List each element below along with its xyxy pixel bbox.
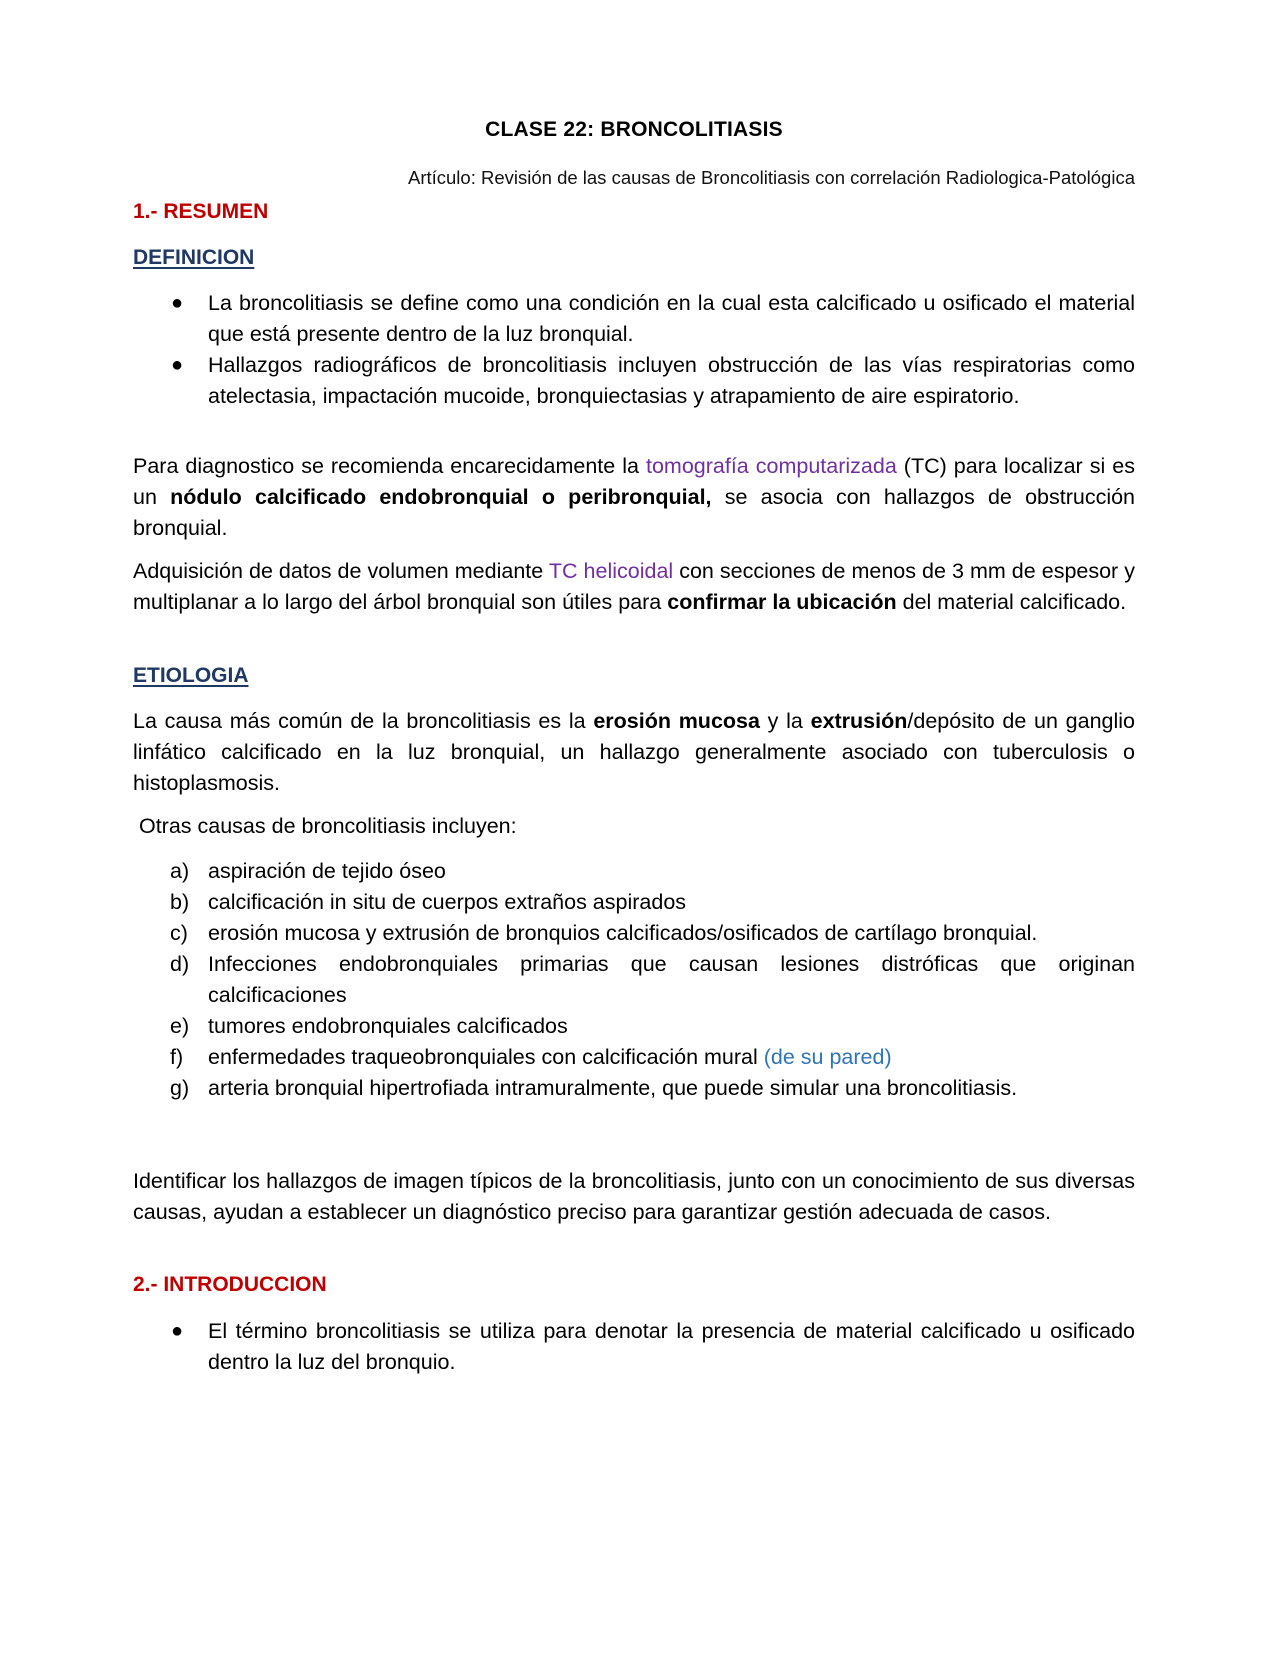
bullet-icon: ● [171,292,184,314]
text-run: Para diagnostico se recomienda encarecidamente la [133,454,646,478]
bold-text: nódulo calcificado endobronquial o peribronquial, [170,485,712,509]
term-tomografia: tomografía computarizada [645,454,897,478]
list-item-text: Infecciones endobronquiales primarias que causan lesiones distróficas que originan calcificaciones [208,952,1135,1007]
list-item-text: calcificación in situ de cuerpos extraños aspirados [208,890,687,914]
definicion-bullet-list [133,288,1135,412]
term-tc-helicoidal: TC helicoidal [548,559,674,583]
list-item [133,856,1135,887]
bullet-icon: ● [171,1320,184,1342]
list-marker: a) [170,859,190,883]
list-marker: b) [170,890,190,914]
bullet-icon: ● [171,354,184,376]
list-item-text: El término broncolitiasis se utiliza para denotar la presencia de material calcificado u osificado dentro la luz del bronquio. [208,1319,1135,1374]
list-item [133,288,1135,350]
text-run: /depósito de un ganglio linfático calcificado en la luz bronquial, un hallazgo generalmente asociado con tuberculosis o histoplasmosis. [133,709,1135,795]
paragraph-etiologia-causa [133,706,1135,799]
section-heading-introduccion: 2.- INTRODUCCION [133,1273,327,1296]
list-item [133,918,1135,949]
paragraph-adquisicion [133,556,1135,618]
text-run: La causa más común de la broncolitiasis es la [133,709,594,733]
subheading-definicion: DEFINICION [133,246,255,269]
text-run: y la [759,709,811,733]
list-item-text: enfermedades traqueobronquiales con calcificación mural [208,1045,764,1069]
list-item-text: La broncolitiasis se define como una condición en la cual esta calcificado u osificado el material que está presente dentro de la luz bronquial. [208,291,1135,346]
list-item-text: erosión mucosa y extrusión de bronquios calcificados/osificados de cartílago bronquial. [208,921,1038,945]
subheading-etiologia: ETIOLOGIA [133,664,249,687]
paragraph-diagnostico [133,451,1135,544]
document-subtitle: Artículo: Revisión de las causas de Broncolitiasis con correlación Radiologica-Patológica [407,167,1135,188]
list-marker: e) [170,1014,190,1038]
list-marker: f) [170,1045,184,1069]
list-item-text: tumores endobronquiales calcificados [208,1014,568,1038]
text-run: se asocia con hallazgos de obstrucción bronquial. [133,485,1136,540]
list-item [133,1042,1135,1073]
list-item-text: Hallazgos radiográficos de broncolitiasis incluyen obstrucción de las vías respiratorias como atelectasia, impactación mucoide, bronquiectasias y atrapamiento de aire espiratorio. [208,353,1135,408]
list-item [133,887,1135,918]
text-run: del material calcificado. [896,590,1127,614]
section-heading-resumen: 1.- RESUMEN [133,200,269,223]
list-marker: g) [170,1076,190,1100]
list-item [133,949,1135,1011]
list-item-text: aspiración de tejido óseo [208,859,446,883]
paragraph-conclusion: Identificar los hallazgos de imagen típicos de la broncolitiasis, junto con un conocimiento de sus diversas causas, ayudan a establecer un diagnóstico preciso para garantizar gestión adecuada de casos. [133,1169,1135,1224]
list-item-note: (de su pared) [763,1045,892,1069]
list-marker: d) [170,952,190,976]
list-item [133,350,1135,412]
text-run: (TC) para localizar si es un [133,454,1135,509]
list-item [133,1011,1135,1042]
causas-lettered-list [133,856,1135,1104]
list-item [133,1316,1135,1378]
text-run: Adquisición de datos de volumen mediante [133,559,549,583]
list-item [133,1073,1135,1104]
bold-text: extrusión [810,709,908,733]
paragraph-otras-causas: Otras causas de broncolitiasis incluyen: [133,814,517,838]
list-marker: c) [170,921,188,945]
list-item-text: arteria bronquial hipertrofiada intramuralmente, que puede simular una broncolitiasis. [208,1076,1018,1100]
bold-text: confirmar la ubicación [667,590,897,614]
text-run: con secciones de menos de 3 mm de espesor y multiplanar a lo largo del árbol bronquial son útiles para [133,559,1135,614]
introduccion-bullet-list [133,1316,1135,1378]
bold-text: erosión mucosa [593,709,760,733]
document-title: CLASE 22: BRONCOLITIASIS [485,118,783,141]
